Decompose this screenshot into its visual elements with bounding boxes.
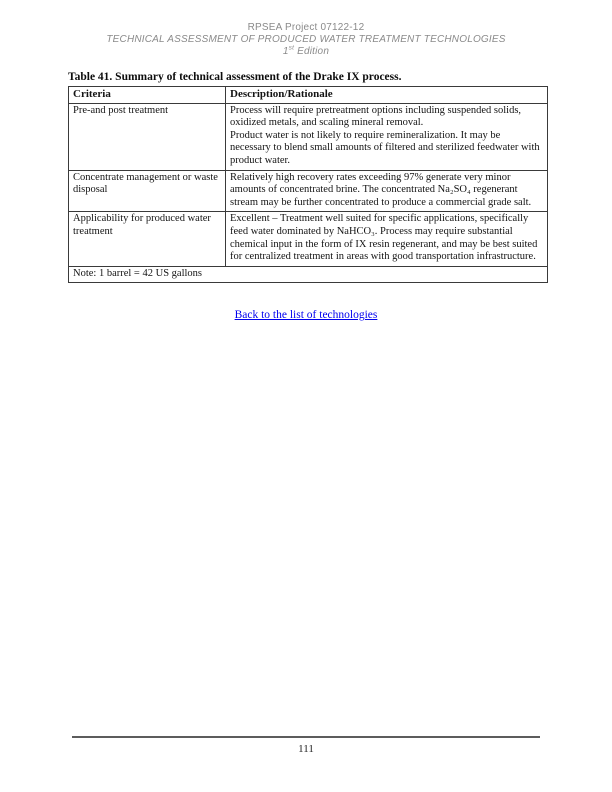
back-to-technologies-link[interactable]: Back to the list of technologies [234,309,378,321]
table-row-pre-post-treatment [69,103,548,170]
column-header-criteria: Criteria [69,87,226,104]
edition-ordinal-suffix: st [288,44,295,52]
table-row-concentrate-management [69,170,548,212]
table-header-row [69,87,548,104]
page-number: 111 [298,743,314,755]
header-project-line: RPSEA Project 07122-12 [247,22,365,33]
assessment-table [68,86,548,283]
edition-number: 1 [282,46,289,57]
criteria-cell: Pre-and post treatment [69,103,226,170]
document-header [0,22,612,58]
description-cell [226,103,548,170]
table-row-applicability [69,212,548,266]
description-paragraph: Excellent – Treatment well suited for specific applications, specifically feed water dominated by NaHCO₃. Process may require substantial chemical input in the form of IX resin regenerant, and may be best suited for centralized treatment in areas with good transportation infrastructure. [230,213,538,263]
criteria-cell: Applicability for produced water treatment [69,212,226,266]
table-note-row [69,266,548,283]
table-title: Table 41. Summary of technical assessment of the Drake IX process. [68,71,402,83]
description-cell [226,170,548,212]
edition-word: Edition [294,46,330,57]
criteria-cell: Concentrate management or waste disposal [69,170,226,212]
header-title-line: TECHNICAL ASSESSMENT OF PRODUCED WATER TREATMENT TECHNOLOGIES [106,34,506,45]
header-edition-line [0,46,612,58]
column-header-description: Description/Rationale [226,87,548,104]
description-paragraph: Process will require pretreatment options including suspended solids, oxidized metals, and scaling mineral removal. [230,104,522,129]
back-link-container [0,305,612,323]
description-cell [226,212,548,266]
description-paragraph: Relatively high recovery rates exceeding 97% generate very minor amounts of concentrated brine. The concentrated Na₂SO₄ regenerant stream may be further concentrated to produce a commercial grade salt. [230,171,532,208]
footer-rule [72,736,540,738]
description-paragraph: Product water is not likely to require remineralization. It may be necessary to blend small amounts of filtered and sterilized feedwater with product water. [230,129,540,166]
table-note-cell: Note: 1 barrel = 42 US gallons [69,266,548,283]
